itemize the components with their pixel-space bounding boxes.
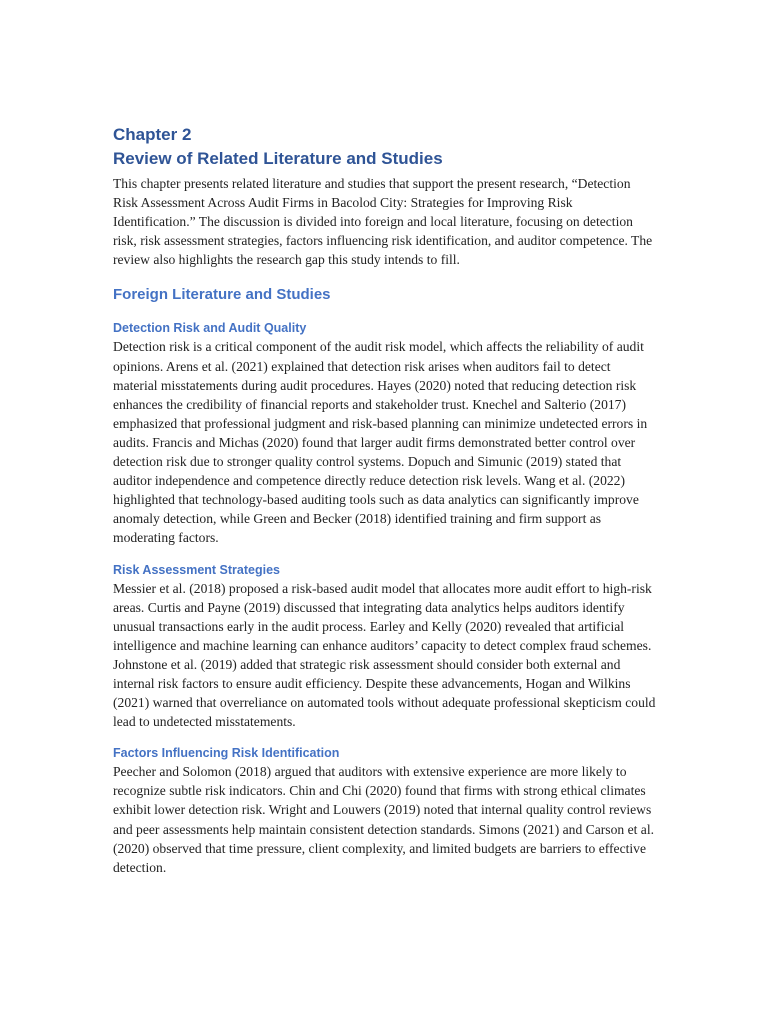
paragraph-factors: Peecher and Solomon (2018) argued that auditors with extensive experience are more likely to recognize subtle risk indicators. Chin and Chi (2020) found that firms with strong ethical climates exhibit lower detection risk. Wright and Louwers (2019) noted that internal quality control reviews and peer assessments help maintain consistent detection standards. Simons (2021) and Carson et al. (2020) observed that time pressure, client complexity, and limited budgets are barriers to effective detection. xyxy=(113,764,654,875)
section-heading-foreign: Foreign Literature and Studies xyxy=(113,286,331,304)
subsection-heading-factors: Factors Influencing Risk Identification xyxy=(113,746,340,761)
paragraph-risk-assessment: Messier et al. (2018) proposed a risk-based audit model that allocates more audit effort to high-risk areas. Curtis and Payne (2019) discussed that integrating data analytics helps auditors identify unusual transactions early in the audit process. Earley and Kelly (2020) revealed that artificial intelligence and machine learning can enhance auditors’ capacity to detect complex fraud schemes. Johnstone et al. (2019) added that strategic risk assessment should consider both external and internal risk factors to ensure audit efficiency. Despite these advancements, Hogan and Wilkins (2021) warned that overreliance on automated tools without adequate professional skepticism could lead to undetected misstatements. xyxy=(113,580,656,730)
chapter-label: Chapter 2 xyxy=(113,125,192,144)
document-page xyxy=(113,122,658,877)
chapter-title: Review of Related Literature and Studies xyxy=(113,149,443,168)
paragraph-detection-risk: Detection risk is a critical component of the audit risk model, which affects the reliability of audit opinions. Arens et al. (2021) explained that detection risk arises when auditors fail to detect material misstatements during audit procedures. Hayes (2020) noted that reducing detection risk enhances the credibility of financial reports and stakeholder trust. Knechel and Salterio (2017) emphasized that professional judgment and risk-based planning can minimize undetected errors in audits. Francis and Michas (2020) found that larger audit firms demonstrated better control over detection risk due to stronger quality control systems. Dopuch and Simunic (2019) stated that auditor independence and competence directly reduce detection risk levels. Wang et al. (2022) highlighted that technology-based auditing tools such as data analytics can significantly improve anomaly detection, while Green and Becker (2018) identified training and firm support as moderating factors. xyxy=(113,339,648,546)
subsection-heading-risk-assessment: Risk Assessment Strategies xyxy=(113,562,280,577)
subsection-heading-detection-risk: Detection Risk and Audit Quality xyxy=(113,321,307,336)
intro-paragraph: This chapter presents related literature and studies that support the present research, “Detection Risk Assessment Across Audit Firms in Bacolod City: Strategies for Improving Risk Identification.” The discussion is divided into foreign and local literature, focusing on detection risk, risk assessment strategies, factors influencing risk identification, and auditor competence. The review also highlights the research gap this study intends to fill. xyxy=(113,176,653,268)
